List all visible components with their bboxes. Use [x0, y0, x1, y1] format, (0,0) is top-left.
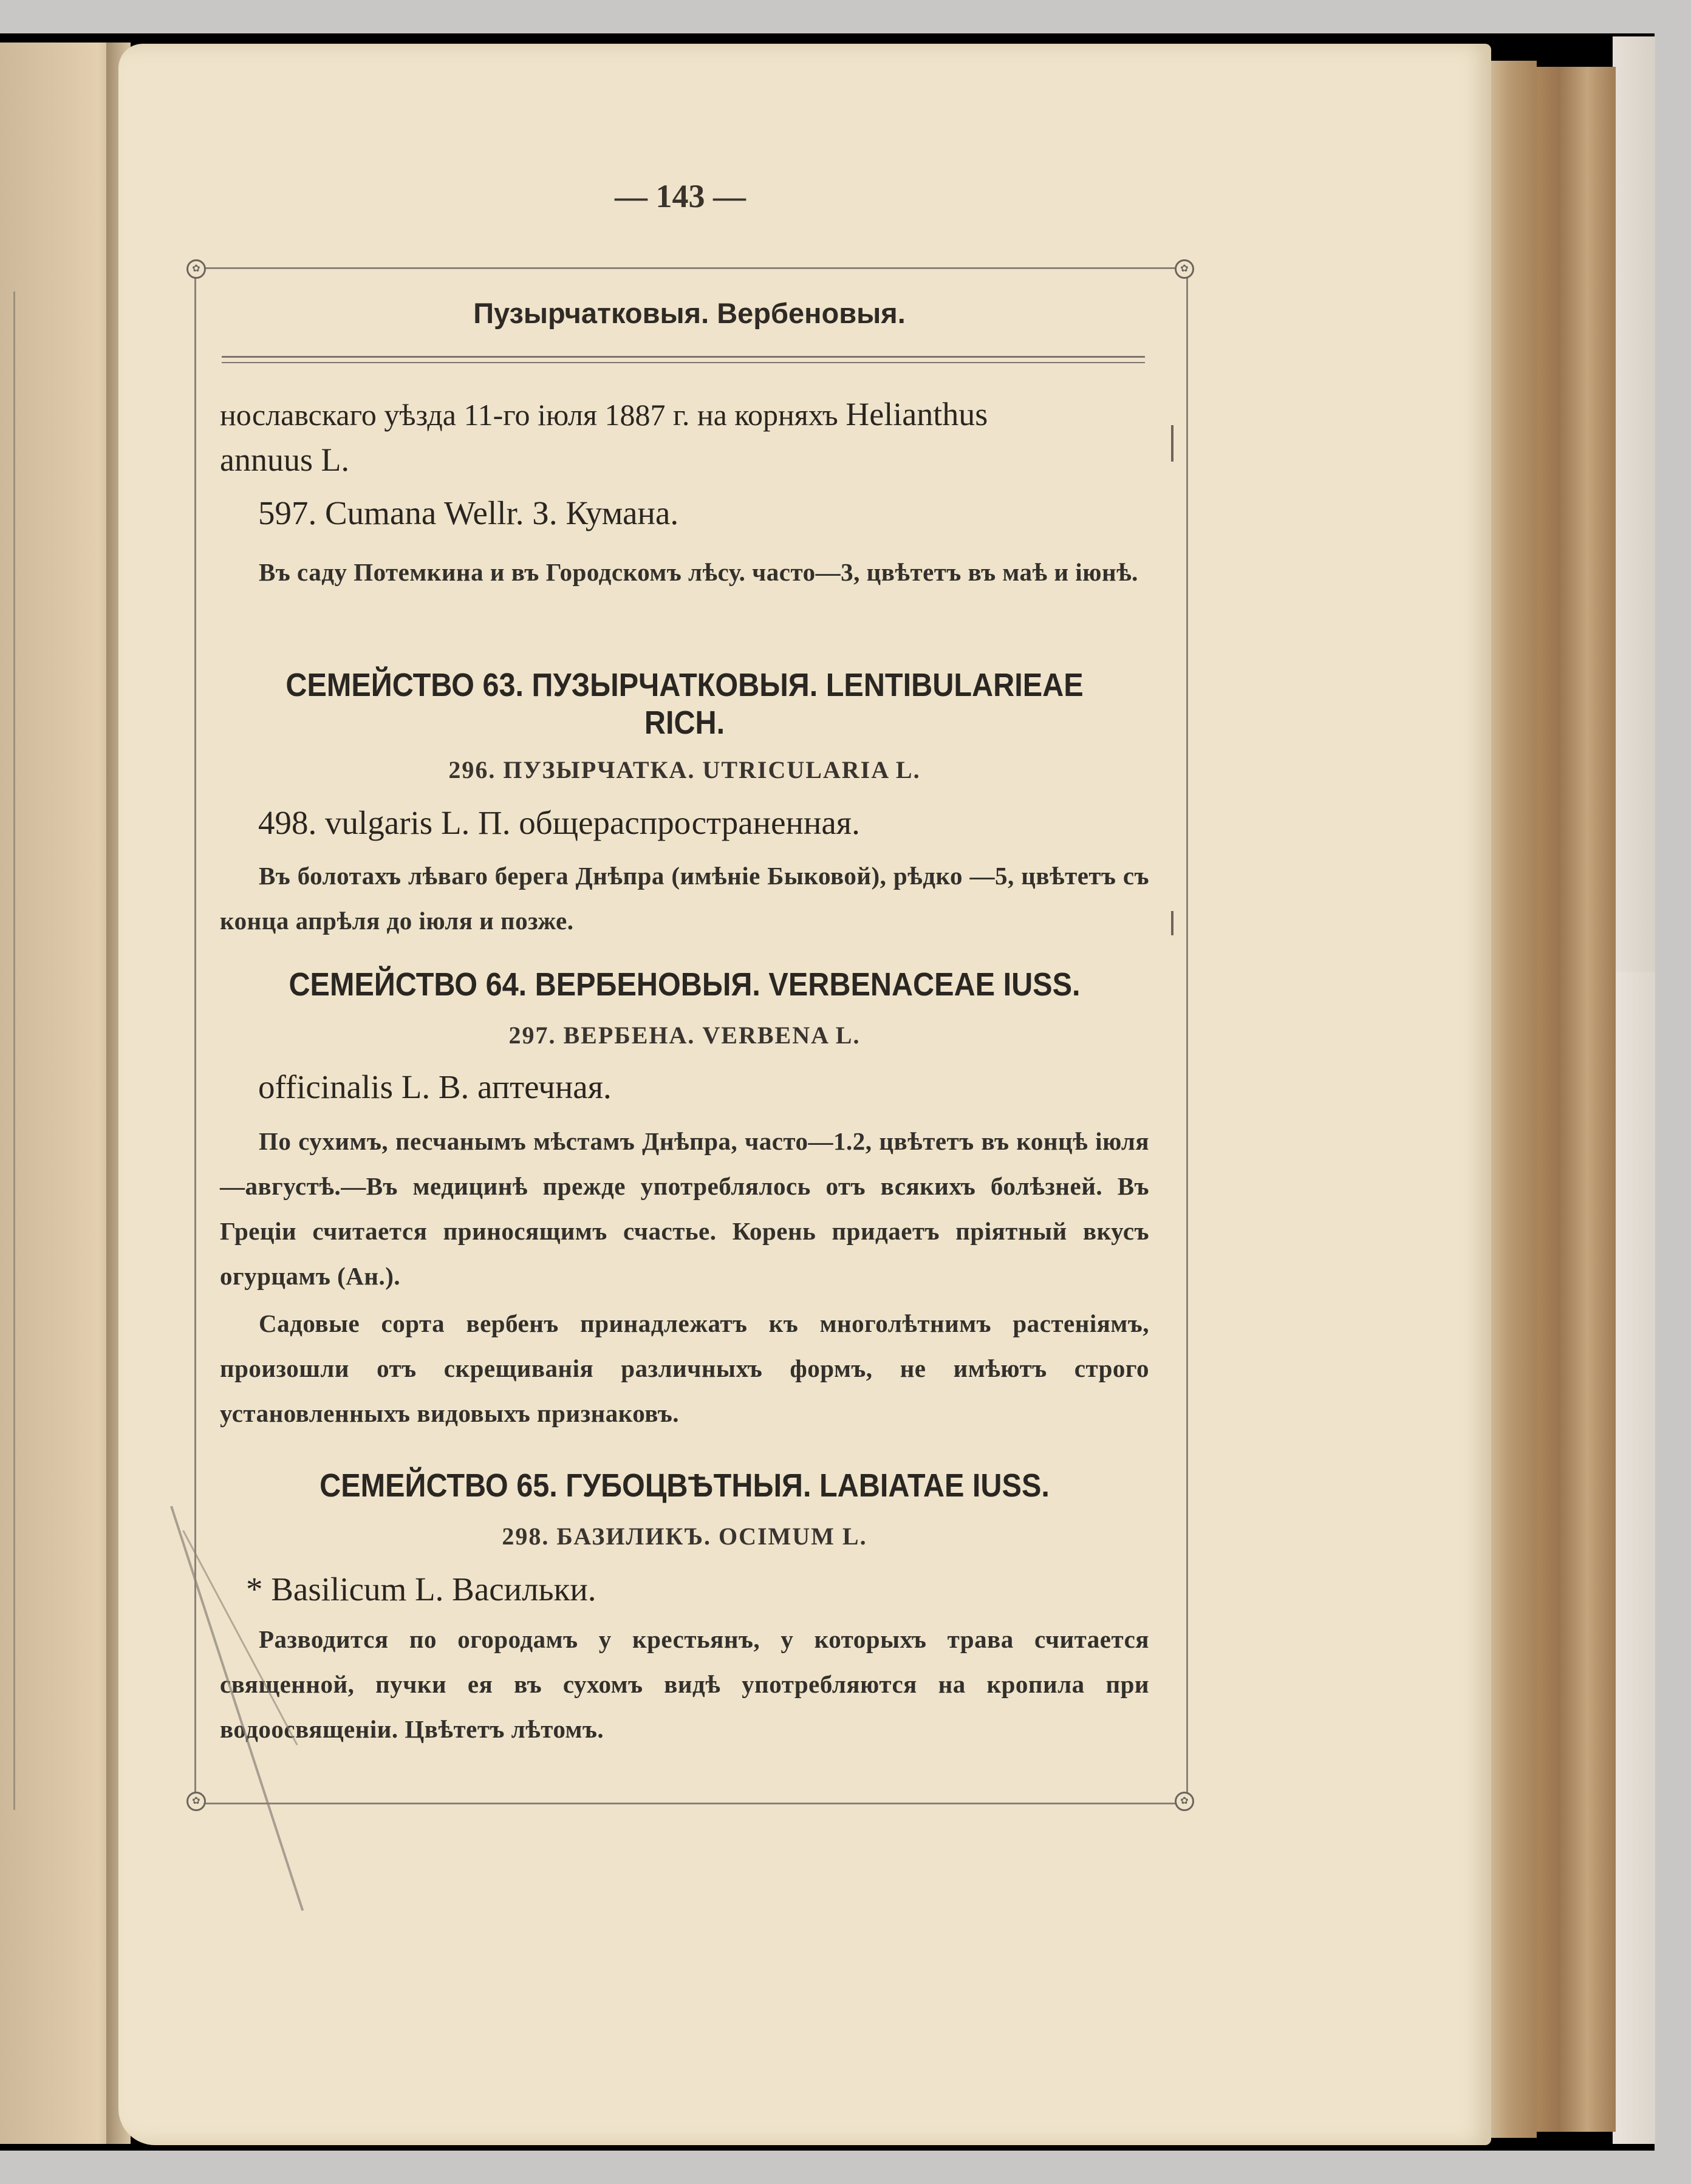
- species-heading: 498. vulgaris L. П. общераспространенная.: [258, 804, 860, 841]
- frame-mark: [1171, 425, 1173, 462]
- page-stack-edge: [1531, 67, 1616, 2132]
- facing-page-rule: [13, 292, 15, 1810]
- species-heading: 597. Cumana Wellr. З. Кумана.: [258, 494, 679, 531]
- continued-line: нославскаго уѣзда 11-го іюля 1887 г. на корняхъ: [220, 398, 838, 432]
- genus-heading: 297. ВЕРБЕНА. VERBENA L.: [508, 1022, 861, 1049]
- frame-corner-ornament: ✿: [186, 1792, 206, 1811]
- facing-page-edge: [0, 43, 115, 2144]
- frame-corner-ornament: ✿: [1175, 1792, 1194, 1811]
- species-description: Въ саду Потемкина и въ Городскомъ лѣсу. часто—3, цвѣтетъ въ маѣ и іюнѣ.: [259, 558, 1138, 586]
- running-head: Пузырчатковыя. Вербеновыя.: [473, 297, 906, 329]
- species-description: Садовые сорта вербенъ принадлежатъ къ многолѣтнимъ растеніямъ, произошли отъ скрещиванія различныхъ формъ, не имѣютъ строго установленныхъ видовыхъ признаковъ.: [220, 1309, 1149, 1427]
- species-description: По сухимъ, песчанымъ мѣстамъ Днѣпра, часто—1.2, цвѣтетъ въ концѣ іюля—августѣ.—Въ медицинѣ прежде употреблялось отъ всякихъ болѣзней. Въ Греціи считается приносящимъ счастье. Корень придаетъ пріятный вкусъ огурцамъ (Ан.).: [220, 1127, 1149, 1290]
- frame-corner-ornament: ✿: [1175, 259, 1194, 279]
- family-heading: СЕМЕЙСТВО 64. ВЕРБЕНОВЫЯ. VERBENACEAE IUSS.: [289, 966, 1081, 1003]
- page-number: — 143 —: [615, 178, 746, 214]
- header-rule: [222, 356, 1145, 358]
- frame-corner-ornament: ✿: [186, 259, 206, 279]
- genus-heading: 296. ПУЗЫРЧАТКА. UTRICULARIA L.: [448, 756, 921, 783]
- family-heading: СЕМЕЙСТВО 65. ГУБОЦВѢТНЫЯ. LABIATAE IUSS.: [319, 1467, 1050, 1504]
- family-heading: СЕМЕЙСТВО 63. ПУЗЫРЧАТКОВЫЯ. LENTIBULARIEAE RICH.: [285, 667, 1084, 741]
- species-heading: * Basilicum L. Васильки.: [246, 1571, 596, 1608]
- continued-text: [220, 392, 1149, 483]
- species-heading: officinalis L. В. аптечная.: [258, 1068, 612, 1105]
- latin-name: Helianthus: [846, 396, 988, 432]
- frame-mark: [1171, 911, 1173, 935]
- genus-heading: 298. БАЗИЛИКЪ. OCIMUM L.: [502, 1523, 867, 1550]
- latin-name: annuus L.: [220, 442, 349, 478]
- species-description: Въ болотахъ лѣваго берега Днѣпра (имѣніе Быковой), рѣдко —5, цвѣтетъ съ конца апрѣля до іюля и позже.: [220, 862, 1149, 935]
- species-description: Разводится по огородамъ у крестьянъ, у которыхъ трава считается священной, пучки ея въ сухомъ видѣ употребляются на кропила при водоосвященіи. Цвѣтетъ лѣтомъ.: [220, 1625, 1149, 1743]
- header-rule: [222, 362, 1145, 363]
- backing-paper-lower: [1613, 972, 1655, 2144]
